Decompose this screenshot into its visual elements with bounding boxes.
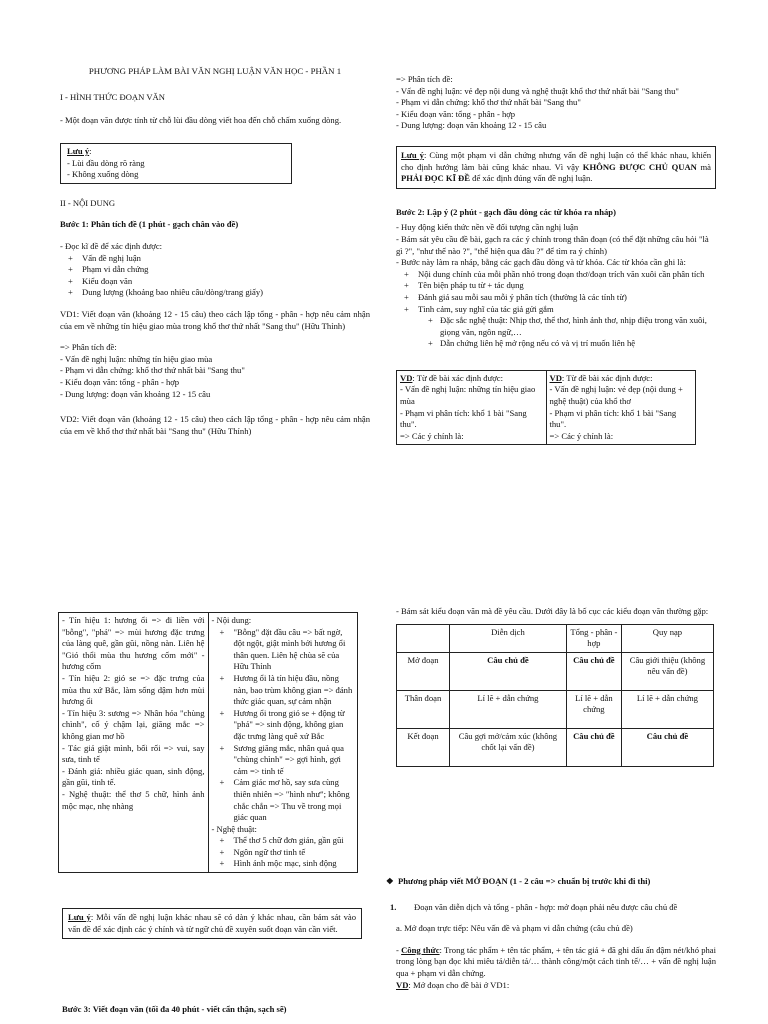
- step1-list: [60, 253, 370, 299]
- note-line: - Không xuống dòng: [67, 169, 139, 180]
- item-text: Đoạn văn diễn dịch và tổng - phân - hợp: mở đoạn phải nêu được câu chủ đề: [414, 901, 678, 912]
- step2-sublist: [396, 315, 716, 350]
- ideas-table: [58, 612, 358, 873]
- vd-text: : Mở đoạn cho đề bài ở VD1:: [408, 979, 510, 990]
- vd-line: => Các ý chính là:: [549, 430, 614, 441]
- vd-line: - Phạm vi phân tích: khổ 1 bài "Sang thu".: [549, 407, 677, 430]
- vd-label: VD: [549, 372, 562, 383]
- note-box-1: Lưu ý: - Lùi đầu dòng rõ ràng - Không xuống dòng: [60, 143, 292, 184]
- ideas-right-cell: [208, 613, 358, 873]
- art-list: [212, 835, 355, 870]
- analysis-line: - Kiểu đoạn văn: tổng - phân - hợp: [60, 376, 180, 387]
- table-header: Tổng - phân - hợp: [566, 624, 621, 652]
- list-item: + "Bỗng" đặt đầu câu => bất ngờ, đột ngột, giật mình bởi hương ổi thân quen. Liên hệ chùa sẽ của Hữu Thỉnh: [212, 627, 355, 673]
- note-label: Lưu ý: [401, 149, 424, 160]
- vd2-text: VD2: Viết đoạn văn (khoảng 12 - 15 câu) theo cách lập tổng - phân - hợp nêu cảm nhận của em về khổ thơ thứ nhất bài "Sang thu" (Hữu Thỉnh): [60, 414, 370, 436]
- analysis-line: - Dung lượng: đoạn văn khoảng 12 - 15 câu: [60, 388, 211, 399]
- method-section: ❖ Phương pháp viết MỞ ĐOẠN (1 - 2 câu => chuẩn bị trước khi đi thi) 1. Đoạn văn diễn dịch và tổng - phân - hợp: mở đoạn phải nêu được câu chủ đề a. Mở đoạn trực tiếp: Nêu vấn đề và phạm vi dẫn chứng (câu chủ đề) - Công thức: Trong tác phẩm + tên tác phẩm, + tên tác giả + đã ghi dấu ấn đậm nét/khó phai trong lòng bạn đọc khi miêu tả/diễn tả/… thành công/một cách tinh tế/… + vấn đề nghị luận qua + phạm vi dẫn chứng. VD: Mở đoạn cho đề bài ở VD1:: [386, 876, 717, 990]
- vd-cell: [546, 370, 696, 445]
- table-header: Diễn dịch: [450, 624, 567, 652]
- note-text: để xác định đúng vấn đề nghị luận.: [470, 173, 593, 184]
- table-cell: Lí lẽ + dẫn chứng: [450, 690, 567, 728]
- formula-label: Công thức: [401, 944, 440, 955]
- vd-line: - Vấn đề nghị luận: vẻ đẹp (nội dung + nghệ thuật) của khổ thơ: [549, 384, 683, 407]
- list-item: + Dẫn chứng liên hệ mở rộng nếu có và vị trí muốn liên hệ: [396, 338, 716, 350]
- structure-table: [396, 624, 714, 767]
- table-cell: Mở đoạn: [397, 652, 450, 690]
- idea-line: - Tín hiệu 2: gió se => đặc trưng của mùa thu xứ Bắc, làm sống dậm hơn mùi hương ổi: [62, 672, 205, 707]
- table-cell: Câu chủ đề: [450, 652, 567, 690]
- table-cell: Câu chủ đề: [621, 728, 713, 766]
- vd-line: => Các ý chính là:: [400, 430, 464, 441]
- note-box-3: [62, 908, 362, 939]
- table-cell: Câu gợi mở/cảm xúc (không chốt lại vấn đề): [450, 728, 567, 766]
- section1-heading: I - HÌNH THỨC ĐOẠN VĂN: [60, 91, 165, 102]
- section2-heading: II - NỘI DUNG: [60, 197, 116, 208]
- analysis2: [396, 74, 716, 132]
- idea-line: - Đánh giá: nhiều giác quan, sinh động, gần gũi, tinh tế.: [62, 765, 205, 788]
- vd-cell: [397, 370, 547, 445]
- diamond-bullet-icon: ❖: [386, 876, 394, 886]
- list-item: + Hương ổi trong gió se + động từ "phả" => sinh động, không gian đặc trưng làng quê xứ Bắc: [212, 708, 355, 743]
- page1-right: [396, 74, 716, 445]
- analysis-line: - Phạm vi dẫn chứng: khổ thơ thứ nhất bài "Sang thu": [396, 97, 581, 108]
- bamsat-text: - Bám sát kiểu đoạn văn mà đề yêu cầu. Dưới đây là bố cục các kiểu đoạn văn thường gặp:: [396, 606, 709, 616]
- vd-line: : Từ đề bài xác định được:: [561, 372, 653, 383]
- list-item: + Đặc sắc nghệ thuật: Nhịp thơ, thể thơ, hình ảnh thơ, nhịp điệu trong văn xuôi, giọng văn, ngôn ngữ,…: [396, 315, 716, 338]
- vd-line: - Vấn đề nghị luận: những tín hiệu giao mùa: [400, 384, 536, 407]
- table-cell: Câu chủ đề: [566, 652, 621, 690]
- list-item: + Kiểu đoạn văn: [60, 276, 370, 288]
- step2-label: Bước 2: Lập ý (2 phút - gạch đầu dòng các từ khóa ra nháp): [396, 206, 616, 217]
- vd-line: - Phạm vi phân tích: khổ 1 bài "Sang thu".: [400, 407, 527, 430]
- analysis-line: - Kiểu đoạn văn: tổng - phân - hợp: [396, 108, 516, 119]
- list-item: + Sương giăng mắc, nhân quả qua "chùng chình" => gợi hình, gợi cảm => tinh tế: [212, 743, 355, 778]
- table-cell: Câu chủ đề: [566, 728, 621, 766]
- content-list: [212, 627, 355, 824]
- item-number: 1.: [390, 901, 397, 912]
- analysis-line: - Vấn đề nghị luận: vẻ đẹp nội dung và nghệ thuật khổ thơ thứ nhất bài "Sang thu": [396, 85, 679, 96]
- list-item: + Phạm vi dẫn chứng: [60, 264, 370, 276]
- analysis-line: - Dung lượng: đoạn văn khoảng 12 - 15 câu: [396, 120, 547, 131]
- note-box-2: [396, 146, 716, 189]
- list-item: + Tình cảm, suy nghĩ của tác giả gửi gắm: [396, 304, 716, 316]
- table-header: [397, 624, 450, 652]
- vd-line: : Từ đề bài xác định được:: [412, 372, 503, 383]
- note-text: mà: [696, 161, 711, 172]
- list-item: + Hình ảnh mộc mạc, sinh động: [212, 858, 355, 870]
- list-item: + Hương ổi là tín hiệu đầu, nồng nàn, bao trùm không gian => đánh thức giác quan, sự cảm nhận: [212, 673, 355, 708]
- idea-label: - Nghệ thuật:: [211, 823, 257, 834]
- step2-line: - Huy động kiến thức nền về đối tượng cần nghị luận: [396, 222, 579, 233]
- method-item: [386, 902, 716, 914]
- note-line: - Lùi đầu dòng rõ ràng: [67, 157, 145, 168]
- list-item: + Đánh giá sau mỗi sau mỗi ý phân tích (thường là các tính từ): [396, 292, 716, 304]
- list-item: + Tên biện pháp tu từ + tác dụng: [396, 280, 716, 292]
- table-cell: Kết đoạn: [397, 728, 450, 766]
- formula-text: : Trong tác phẩm + tên tác phẩm, + tên tác giả + đã ghi dấu ấn đậm nét/khó phai trong lòng bạn đọc khi miêu tả/diễn tả/… thành công/một cách tinh tế/… + vấn đề nghị luận qua + phạm vi dẫn chứng.: [396, 944, 717, 978]
- note-label: Lưu ý: [67, 146, 90, 157]
- ideas-left-cell: [59, 613, 209, 873]
- table-cell: Lí lẽ + dẫn chứng: [621, 690, 713, 728]
- step2-line: - Bước này làm ra nháp, bằng các gạch đầu dòng và từ khóa. Các từ khóa cần ghi là:: [396, 257, 686, 268]
- table-cell: Câu giới thiệu (không nêu vấn đề): [621, 652, 713, 690]
- vd-label: VD: [396, 979, 409, 990]
- idea-line: - Nghệ thuật: thể thơ 5 chữ, hình ảnh mộc mạc, nhẹ nhàng: [62, 788, 205, 811]
- note-label: Lưu ý: [68, 912, 91, 922]
- list-item: + Dung lượng (khoảng bao nhiêu câu/dòng/trang giấy): [60, 287, 370, 299]
- idea-label: - Nội dung:: [211, 615, 252, 625]
- list-item: + Vấn đề nghị luận: [60, 253, 370, 265]
- vd-label: VD: [400, 372, 413, 383]
- step1-label: Bước 1: Phân tích đề (1 phút - gạch chân vào đề): [60, 219, 239, 230]
- vd1-text: VD1: Viết đoạn văn (khoảng 12 - 15 câu) theo cách lập tổng - phân - hợp nêu cảm nhận của em về những tín hiệu giao mùa trong khổ thơ thứ nhất "Sang thu" (Hữu Thỉnh): [60, 309, 370, 331]
- table-header: Quy nạp: [621, 624, 713, 652]
- idea-line: - Tín hiệu 1: hương ổi => đi liền với "bỗng", "phả" => mùi hương đặc trưng của làng quê, gần gũi, nồng nàn. Liên hệ "Gió thổi mùa thu hương cốm mới" - hương cốm: [62, 615, 205, 672]
- page2-right: [396, 606, 716, 767]
- step2-line: - Bám sát yêu cầu đề bài, gạch ra các ý chính trong thân đoạn (có thể đặt những câu hỏi "là gì ?", "như thế nào ?", "thể hiện qua đâu ?" để tìm ra ý chính): [396, 233, 709, 256]
- analysis1: [60, 342, 370, 400]
- note-strong: KHÔNG ĐƯỢC CHỦ QUAN: [582, 161, 697, 172]
- idea-line: - Tác giả giật mình, bối rối => vui, say sưa, tinh tế: [62, 742, 205, 765]
- list-item: + Thể thơ 5 chữ đơn giản, gần gũi: [212, 835, 355, 847]
- analysis-line: - Vấn đề nghị luận: những tín hiệu giao mùa: [60, 353, 213, 364]
- analysis-line: - Phạm vi dẫn chứng: khổ thơ thứ nhất bài "Sang thu": [60, 365, 245, 376]
- list-item: + Nội dung chính của mỗi phần nhỏ trong đoạn thơ/đoạn trích văn xuôi cần phân tích: [396, 269, 716, 281]
- step1-intro: - Đọc kĩ đề để xác định được:: [60, 241, 163, 252]
- table-cell: Thân đoạn: [397, 690, 450, 728]
- note-text: : Mỗi vấn đề nghị luận khác nhau sẽ có dàn ý khác nhau, cần bám sát vào vấn đề để xác định các ý chính và từ ngữ chủ đề xuyên suốt đoạn văn cần viết.: [68, 912, 356, 934]
- page-title: PHƯƠNG PHÁP LÀM BÀI VĂN NGHỊ LUẬN VĂN HỌC - PHẦN 1: [88, 66, 342, 76]
- idea-line: - Tín hiệu 3: sương => Nhân hóa "chùng chình", cố ý chậm lại, giăng mắc => không gian mơ hồ: [62, 707, 205, 741]
- analysis-line: => Phân tích đề:: [60, 342, 117, 353]
- method-title: Phương pháp viết MỞ ĐOẠN (1 - 2 câu => chuẩn bị trước khi đi thi): [398, 876, 651, 886]
- analysis-line: => Phân tích đề:: [396, 74, 453, 84]
- step2-list: [396, 269, 716, 315]
- note-text: : Cùng một phạm vi dẫn chứng nhưng vấn đề nghị luận có thể khác nhau, khiến cho định hướng làm bài cũng khác nhau. Vì vậy: [401, 149, 711, 172]
- section1-text: - Một đoạn văn được tính từ chỗ lùi đầu dòng viết hoa đến chỗ chấm xuống dòng.: [60, 115, 342, 126]
- method-a: a. Mở đoạn trực tiếp: Nêu vấn đề và phạm vi dẫn chứng (câu chủ đề): [396, 923, 633, 934]
- vd-table: [396, 370, 696, 446]
- list-item: + Ngôn ngữ thơ tinh tế: [212, 847, 355, 859]
- table-cell: Lí lẽ + dẫn chứng: [566, 690, 621, 728]
- list-item: + Cảm giác mơ hồ, say sưa cùng thiên nhiên => "hình như"; không chắc chắn => Thu về trong mọi giác quan: [212, 777, 355, 823]
- page1-left: [60, 66, 370, 437]
- note-strong: PHẢI ĐỌC KĨ ĐỀ: [401, 173, 470, 184]
- step3-label: Bước 3: Viết đoạn văn (tối đa 40 phút - viết cẩn thận, sạch sẽ): [62, 1004, 287, 1014]
